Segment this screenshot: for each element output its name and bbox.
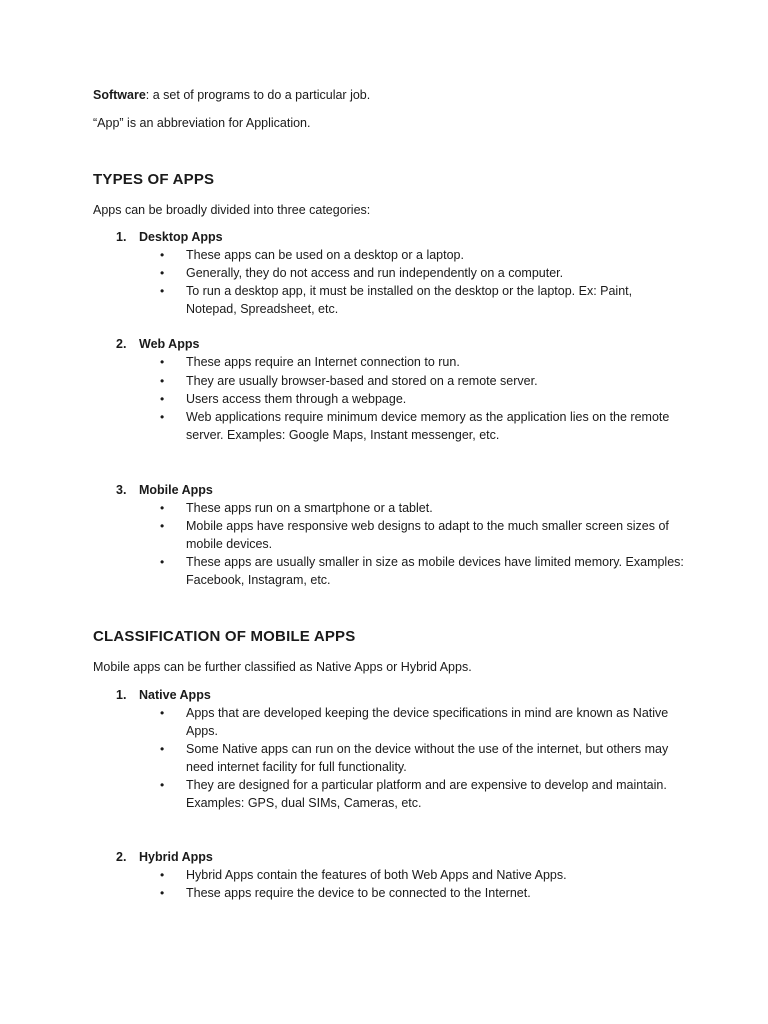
desktop-apps-title: Desktop Apps bbox=[139, 230, 223, 244]
bullet-text: Generally, they do not access and run independently on a computer. bbox=[186, 266, 564, 280]
software-definition bbox=[93, 86, 370, 104]
native-apps-title: Native Apps bbox=[139, 688, 211, 702]
bullet-icon: • bbox=[160, 410, 165, 424]
bullet-text: These apps are usually smaller in size as mobile devices have limited memory. Examples: Facebook, Instagram, etc. bbox=[186, 555, 684, 587]
bullet-icon: • bbox=[160, 248, 165, 262]
bullet-text: Apps that are developed keeping the device specifications in mind are known as Native Apps. bbox=[186, 706, 669, 738]
bullet-icon: • bbox=[160, 886, 165, 900]
bullet-text: These apps run on a smartphone or a tablet. bbox=[186, 501, 433, 515]
mobile-apps-title: Mobile Apps bbox=[139, 483, 213, 497]
list-number: 3. bbox=[116, 483, 127, 497]
bullet-text: They are designed for a particular platform and are expensive to develop and maintain. Examples: GPS, dual SIMs, Cameras, etc. bbox=[186, 778, 667, 810]
bullet-text: They are usually browser-based and stored on a remote server. bbox=[186, 374, 538, 388]
bullet-text: These apps can be used on a desktop or a laptop. bbox=[186, 248, 464, 262]
bullet-text: These apps require the device to be connected to the Internet. bbox=[186, 886, 531, 900]
bullet-icon: • bbox=[160, 742, 165, 756]
bullet-text: Mobile apps have responsive web designs to adapt to the much smaller screen sizes of mobile devices. bbox=[186, 519, 669, 551]
bullet-icon: • bbox=[160, 374, 165, 388]
bullet-icon: • bbox=[160, 519, 165, 533]
bullet-icon: • bbox=[160, 501, 165, 515]
web-apps-title: Web Apps bbox=[139, 337, 200, 351]
list-number: 1. bbox=[116, 230, 127, 244]
list-number: 2. bbox=[116, 337, 127, 351]
hybrid-apps-title: Hybrid Apps bbox=[139, 850, 213, 864]
bullet-icon: • bbox=[160, 706, 165, 720]
software-definition-text: : a set of programs to do a particular job. bbox=[145, 88, 371, 102]
bullet-icon: • bbox=[160, 392, 165, 406]
list-number: 2. bbox=[116, 850, 127, 864]
classification-heading: CLASSIFICATION OF MOBILE APPS bbox=[93, 628, 356, 645]
bullet-icon: • bbox=[160, 868, 165, 882]
bullet-icon: • bbox=[160, 355, 165, 369]
app-definition: “App” is an abbreviation for Application. bbox=[93, 116, 311, 130]
bullet-icon: • bbox=[160, 284, 165, 298]
types-heading: TYPES OF APPS bbox=[93, 171, 215, 188]
bullet-text: Some Native apps can run on the device without the use of the internet, but others may need internet facility for full functionality. bbox=[186, 742, 669, 774]
bullet-text: To run a desktop app, it must be installed on the desktop or the laptop. Ex: Paint, Notepad, Spreadsheet, etc. bbox=[186, 284, 633, 316]
types-intro: Apps can be broadly divided into three categories: bbox=[93, 203, 371, 217]
classification-intro: Mobile apps can be further classified as Native Apps or Hybrid Apps. bbox=[93, 660, 472, 674]
bullet-text: Hybrid Apps contain the features of both Web Apps and Native Apps. bbox=[186, 868, 567, 882]
bullet-icon: • bbox=[160, 555, 165, 569]
list-number: 1. bbox=[116, 688, 127, 702]
bullet-text: Web applications require minimum device memory as the application lies on the remote server. Examples: Google Maps, Instant messenger, etc. bbox=[186, 410, 670, 442]
bullet-icon: • bbox=[160, 778, 165, 792]
bullet-text: These apps require an Internet connection to run. bbox=[186, 355, 460, 369]
bullet-icon: • bbox=[160, 266, 165, 280]
software-term: Software bbox=[93, 88, 146, 102]
bullet-text: Users access them through a webpage. bbox=[186, 392, 407, 406]
